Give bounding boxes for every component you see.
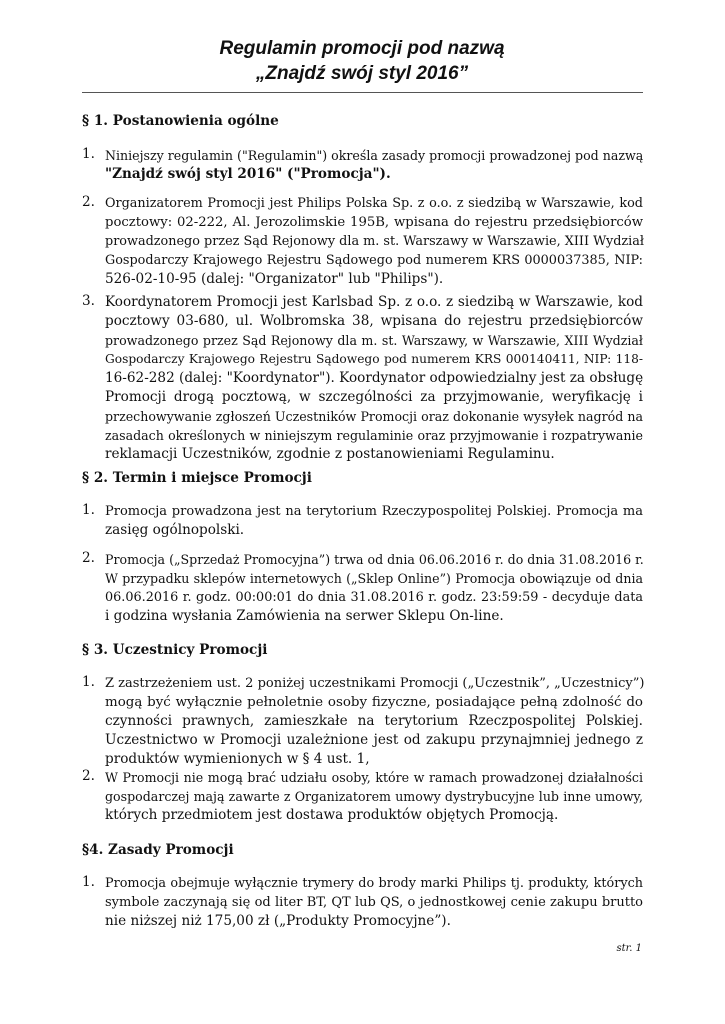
text-line: mogą być wyłącznie pełnoletnie osoby fizyczne, posiadające pełną zdolność do — [105, 695, 643, 710]
text-line: 16-62-282 (dalej: "Koordynator"). Koordynator odpowiedzialny jest za obsługę — [105, 370, 644, 386]
text-line: Promocja prowadzona jest na terytorium Rzeczypospolitej Polskiej. Promocja ma — [105, 504, 643, 519]
section-heading: § 2. Termin i miejsce Promocji — [82, 470, 312, 486]
text-line: Promocji drogą pocztową, w szczególności za przyjmowanie, weryfikację i — [105, 389, 643, 405]
text-line: pocztowy: 02-222, Al. Jerozolimskie 195B, wpisana do rejestru przedsiębiorców — [105, 215, 643, 230]
item-number: 1. — [82, 874, 95, 890]
section-heading: §4. Zasady Promocji — [82, 842, 234, 858]
text-line: prowadzonego przez Sąd Rejonowy dla m. st. Warszawy, w Warszawie, XIII Wydział — [105, 333, 643, 348]
text-line: 526-02-10-95 (dalej: "Organizator" lub "Philips"). — [105, 271, 444, 287]
text-line: produktów wymienionych w § 4 ust. 1, — [105, 751, 370, 767]
paragraph — [105, 502, 643, 540]
paragraph — [105, 194, 643, 289]
text-line: przechowywanie zgłoszeń Uczestników Promocji oraz dokonanie wysyłek nagród na — [105, 409, 643, 424]
text-line: reklamacji Uczestników, zgodnie z postanowieniami Regulaminu. — [105, 446, 555, 462]
text-line: Niniejszy regulamin ("Regulamin") określa zasady promocji prowadzonej pod nazwą — [105, 148, 644, 163]
item-number: 2. — [82, 194, 95, 210]
document-title-line-2: „Znajdź swój styl 2016” — [255, 63, 469, 84]
text-line: W Promocji nie mogą brać udziału osoby, które w ramach prowadzonej działalności — [105, 770, 643, 785]
item-number: 1. — [82, 146, 95, 162]
text-line: Koordynatorem Promocji jest Karlsbad Sp. z o.o. z siedzibą w Warszawie, kod — [105, 294, 643, 310]
text-line: prowadzonego przez Sąd Rejonowy dla m. st. Warszawy w Warszawie, XIII Wydział — [105, 234, 645, 249]
paragraph — [105, 550, 643, 626]
text-line: nie niższej niż 175,00 zł („Produkty Promocyjne”). — [105, 913, 451, 929]
document-title-line-1: Regulamin promocji pod nazwą — [219, 38, 505, 59]
title-divider — [82, 92, 643, 93]
text-line: zasięg ogólnopolski. — [105, 522, 245, 538]
text-line: których przedmiotem jest dostawa produktów objętych Promocją. — [105, 807, 559, 823]
text-line: Promocja obejmuje wyłącznie trymery do brody marki Philips tj. produkty, których — [105, 876, 643, 891]
text-line: pocztowy 03-680, ul. Wolbromska 38, wpisana do rejestru przedsiębiorców — [105, 313, 643, 329]
item-number: 3. — [82, 293, 95, 309]
paragraph — [105, 293, 643, 464]
paragraph — [105, 874, 643, 931]
section-heading: § 1. Postanowienia ogólne — [82, 113, 279, 129]
section-heading: § 3. Uczestnicy Promocji — [82, 642, 268, 658]
text-line: zasadach określonych w niniejszym regulaminie oraz przyjmowanie i rozpatrywanie — [105, 428, 643, 443]
text-line: gospodarczej mają zawarte z Organizatorem umowy dystrybucyjne lub inne umowy, — [105, 789, 643, 804]
promo-name: "Znajdź swój styl 2016" ("Promocja"). — [105, 166, 391, 182]
text-line: Z zastrzeżeniem ust. 2 poniżej uczestnikami Promocji („Uczestnik”, „Uczestnicy”) — [105, 676, 645, 691]
text-line: symbole zaczynają się od liter BT, QT lub QS, o jednostkowej cenie zakupu brutto — [105, 895, 643, 910]
paragraph — [105, 768, 643, 825]
item-number: 1. — [82, 674, 95, 690]
text-line: W przypadku sklepów internetowych („Sklep Online”) Promocja obowiązuje od dnia — [105, 571, 643, 586]
text-line: Gospodarczy Krajowego Rejestru Sądowego pod numerem KRS 0000037385, NIP: — [105, 253, 643, 268]
text-line: Promocja („Sprzedaż Promocyjna”) trwa od dnia 06.06.2016 r. do dnia 31.08.2016 r. — [105, 552, 644, 567]
paragraph — [105, 146, 643, 184]
text-line — [105, 165, 643, 184]
page-number: str. 1 — [616, 943, 642, 954]
text-line: Gospodarczy Krajowego Rejestru Sądowego pod numerem KRS 000140411, NIP: 118- — [105, 352, 643, 366]
text-line: czynności prawnych, zamieszkałe na terytorium Rzeczpospolitej Polskiej. — [105, 713, 643, 729]
item-number: 2. — [82, 768, 95, 784]
text-line: 06.06.2016 r. godz. 00:00:01 do dnia 31.08.2016 r. godz. 23:59:59 - decyduje data — [105, 590, 643, 605]
item-number: 2. — [82, 550, 95, 566]
paragraph — [105, 674, 643, 769]
text-line: Organizatorem Promocji jest Philips Polska Sp. z o.o. z siedzibą w Warszawie, kod — [105, 196, 643, 211]
text-line: Uczestnictwo w Promocji uzależnione jest od zakupu przynajmniej jednego z — [105, 732, 643, 748]
text-line: i godzina wysłania Zamówienia na serwer Sklepu On-line. — [105, 608, 504, 624]
item-number: 1. — [82, 502, 95, 518]
